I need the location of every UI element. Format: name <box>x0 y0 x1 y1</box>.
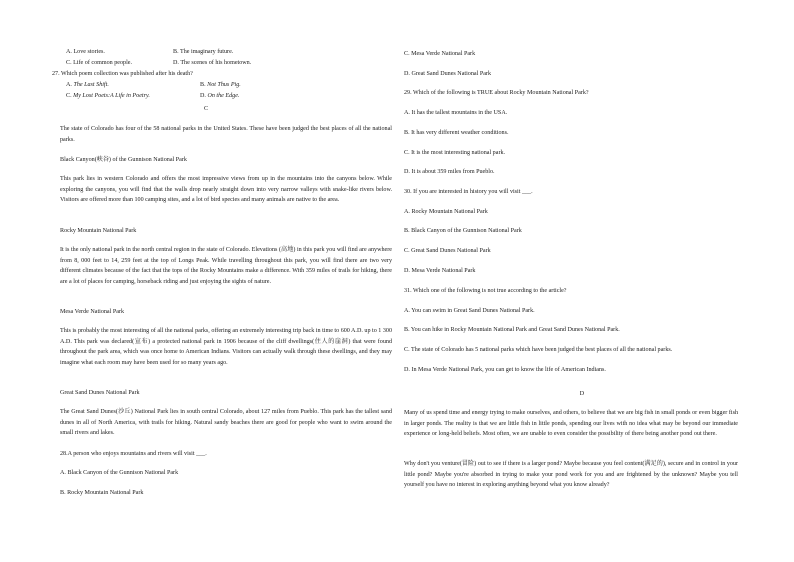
heading-rocky-mountain: Rocky Mountain National Park <box>60 228 137 234</box>
passage-d-para-2: Why don't you venture(冒险) out to see if there is a larger pond? Maybe because you feel content(满足的), secure and in control in your little pond? Maybe you're absorbed in trying to make your pond work for you and are frightened by the unknown? Maybe you tell yourself you have no interest in exploring anything beyond what you know already? <box>404 461 738 488</box>
para-great-sand-dunes: The Great Sand Dunes(沙丘) National Park lies in south central Colorado, about 127 miles from Pueblo. This park has the tallest sand dunes in all of North America, with trails for hiking. Natural sandy beaches there are good for people who want to swim around the small rivers and lakes. <box>60 409 392 436</box>
q28-option-a: A. Black Canyon of the Gunnison National Park <box>60 470 179 476</box>
q29-option-d: D. It is about 359 miles from Pueblo. <box>404 169 495 175</box>
passage-d-para-1: Many of us spend time and energy trying to make ourselves, and others, to believe that we are big fish in small ponds or even bigger fish in larger ponds. The reality is that we are little fish in little ponds, spending our lives with no idea what may be beyond our immediate experience or long-held beliefs. Most often, we are unable to even consider the possibility of there being another pond out there. <box>404 410 738 437</box>
q26-option-c: C. Life of common people. <box>66 60 132 66</box>
q30-question: 30. If you are interested in history you will visit ___. <box>404 189 533 195</box>
passage-c-intro: The state of Colorado has four of the 58 national parks in the United States. These have been judged the best places of all the national parks. <box>60 126 392 143</box>
q29-option-a: A. It has the tallest mountains in the USA. <box>404 110 508 116</box>
q27-option-a: A. The Last Shift. <box>66 82 109 88</box>
q28-option-b: B. Rocky Mountain National Park <box>60 490 144 496</box>
q31-option-c: C. The state of Colorado has 5 national parks which have been judged the best places of all the national parks. <box>404 347 673 353</box>
q28-option-d: D. Great Sand Dunes National Park <box>404 71 491 77</box>
q26-option-b: B. The imaginary future. <box>173 49 234 55</box>
q28-question: 28.A person who enjoys mountains and rivers will visit ___. <box>60 451 207 457</box>
heading-mesa-verde: Mesa Verde National Park <box>60 309 125 315</box>
q30-option-c: C. Great Sand Dunes National Park <box>404 248 491 254</box>
q29-option-c: C. It is the most interesting national park. <box>404 150 506 156</box>
q26-option-d: D. The scenes of his hometown. <box>173 60 252 66</box>
para-mesa-verde: This is probably the most interesting of all the national parks, offering an extremely interesting trip back in time to 600 A.D. up to 1 300 A.D. This park was declared(宣布) a protected national park in 1906 because of the cliff dwellings(住人的崖洞) that were found throughout the park area, which was once home to American Indians. Visitors can actually walk through these dwellings, and they may imagine what each room may have been used for so many years ago. <box>60 328 392 366</box>
q29-option-b: B. It has very different weather conditions. <box>404 130 509 136</box>
q27-option-d: D. On the Edge. <box>200 93 240 99</box>
q26-option-a: A. Love stories. <box>66 49 105 55</box>
q28-option-c: C. Mesa Verde National Park <box>404 51 476 57</box>
para-rocky-mountain: It is the only national park in the north central region in the state of Colorado. Elevations (高地) in this park you will find are anywhere from 8, 000 feet to 14, 259 feet at the top of Longs Peak. While travelling throughout this park, you will find there are two very different climates because of the fact that the tops of the Rocky Mountains make a difference. With 359 miles of trails for hiking, there are a lot of places for camping, horseback riding and just enjoying the sights of nature. <box>60 247 392 285</box>
q31-option-a: A. You can swim in Great Sand Dunes National Park. <box>404 308 535 314</box>
q31-question: 31. Which one of the following is not true according to the article? <box>404 288 567 294</box>
section-c-heading: C <box>203 106 209 112</box>
q31-option-d: D. In Mesa Verde National Park, you can get to know the life of American Indians. <box>404 367 606 373</box>
q30-option-b: B. Black Canyon of the Gunnison National Park <box>404 228 522 234</box>
q30-option-a: A. Rocky Mountain National Park <box>404 209 488 215</box>
q27-option-c: C. My Lost Poets:A Life in Poetry. <box>66 93 150 99</box>
para-black-canyon: This park lies in western Colorado and offers the most impressive views from up in the mountains into the canyons below. While exploring the canyons, you will find that the walls drop nearly straight down into very narrow valleys with snake-like rivers below. Visitors are offered more than 100 camping sites, and a lot of bird species and many animals are native to the area. <box>60 176 392 203</box>
q27-option-b: B. Not Thus Pig. <box>200 82 241 88</box>
q30-option-d: D. Mesa Verde National Park <box>404 268 476 274</box>
q29-question: 29. Which of the following is TRUE about Rocky Mountain National Park? <box>404 90 589 96</box>
heading-black-canyon: Black Canyon(峡谷) of the Gunnison National Park <box>60 157 187 163</box>
q31-option-b: B. You can hike in Rocky Mountain National Park and Great Sand Dunes National Park. <box>404 327 620 333</box>
section-d-heading: D <box>579 391 585 397</box>
q27-question: 27. Which poem collection was published after his death? <box>52 71 193 77</box>
heading-great-sand-dunes: Great Sand Dunes National Park <box>60 390 140 396</box>
